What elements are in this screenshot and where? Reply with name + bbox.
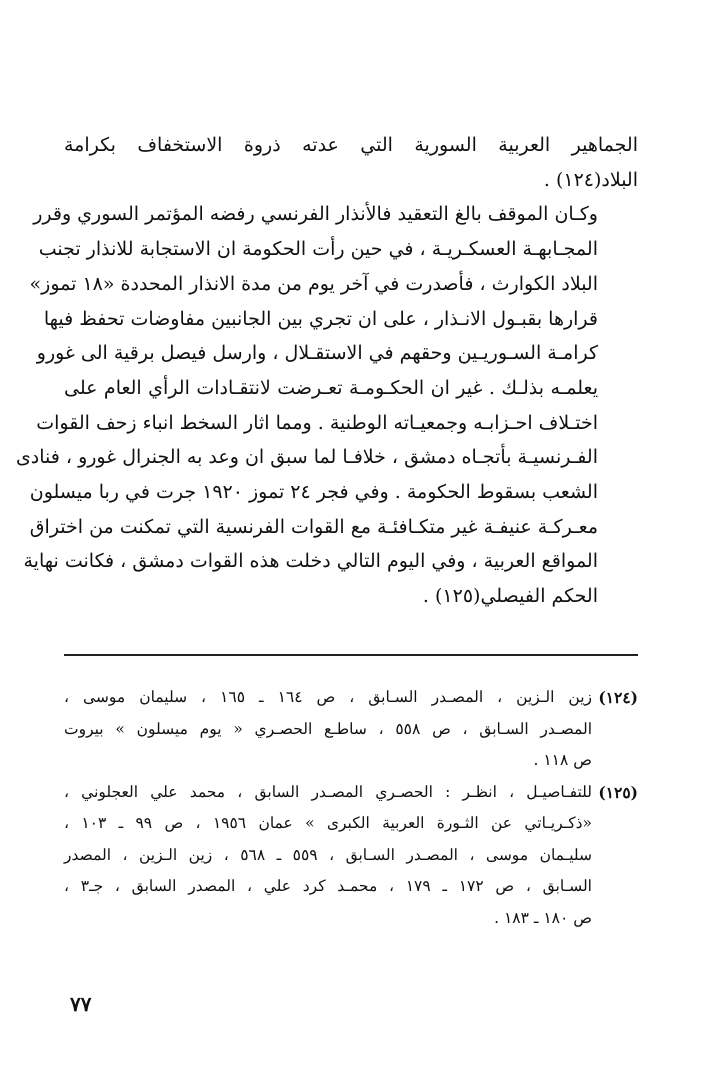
text-line: قرارها بقبـول الانـذار ، على ان تجري بين الجانبين مفاوضات تحفظ فيها: [43, 307, 598, 330]
text-line: الشعب بسقوط الحكومة . وفي فجر ٢٤ تموز ١٩٢٠ جرت في ربا ميسلون: [29, 481, 598, 504]
text-line: وكـان الموقف بالغ التعقيد فالأنذار الفرنسي رفضه المؤتمر السوري وقرر: [33, 203, 598, 226]
footnote-line: زين الـزين ، المصـدر السـابق ، ص ١٦٤ ـ ١٦٥ ، سليمان موسى ،: [64, 688, 592, 706]
page-number: ٧٧: [70, 992, 92, 1016]
text-line: البلاد(١٢٤) .: [543, 168, 638, 191]
text-line: المجـابهـة العسكـريـة ، في حين رأت الحكومة ان الاستجابة للانذار تجنب: [38, 238, 598, 261]
footnote-125: [64, 777, 638, 935]
text-line: معـركـة عنيفـة غير متكـافئـة مع القوات الفرنسية التي تمكنت من اختراق: [29, 515, 598, 538]
text-line: كرامـة السـوريـين وحقهم في الاستقـلال ، وارسل فيصل برقية الى غورو: [36, 342, 598, 365]
paragraph: [64, 128, 638, 197]
footnote-line: ص ١١٨ .: [533, 751, 592, 769]
footnote-line: المصـدر السـابق ، ص ٥٥٨ ، ساطـع الحصـري « يوم ميسلون » بيروت: [64, 719, 593, 738]
text-line: اختـلاف احـزابـه وجمعيـاته الوطنية . ومما اثار السخط انباء زحف القوات: [36, 411, 598, 434]
text-line: المواقع العربية ، وفي اليوم التالي دخلت هذه القوات دمشق ، فكانت نهاية: [23, 550, 598, 573]
footnotes: [64, 682, 638, 934]
footnote-124: [64, 682, 638, 777]
footnote-divider: [64, 654, 638, 656]
text-line: الفـرنسيـة بأتجـاه دمشق ، خلافـا لما سبق ان وعد به الجنرال غورو ، فنادى: [15, 446, 598, 469]
footnote-number: (١٢٤): [598, 688, 638, 707]
footnote-number: (١٢٥): [598, 782, 638, 802]
text-line: الحكم الفيصلي(١٢٥) .: [422, 585, 598, 608]
text-line: الجماهير العربية السورية التي عدته ذروة الاستخفاف بكرامة: [64, 134, 638, 156]
footnote-line: «ذكـريـاتي عن الثـورة العربية الكبرى » عمان ١٩٥٦ ، ص ٩٩ ـ ١٠٣ ،: [64, 814, 592, 832]
main-text: [15, 128, 638, 614]
footnote-line: السـابق ، ص ١٧٢ ـ ١٧٩ ، محمـد كرد علي ، المصدر السابق ، جـ٣ ،: [64, 877, 592, 895]
footnote-line: ص ١٨٠ ـ ١٨٣ .: [494, 908, 592, 927]
paragraph: [15, 197, 638, 613]
footnote-line: سليـمان موسى ، المصـدر السـابق ، ٥٥٩ ـ ٥٦٨ ، زين الـزين ، المصدر: [64, 845, 592, 864]
text-line: يعلمـه بذلـك . غير ان الحكـومـة تعـرضت لانتقـادات الرأي العام على: [64, 376, 598, 399]
footnote-line: للتفـاصيـل ، انظـر : الحصـري المصـدر السابق ، محمد علي العجلوني ،: [64, 782, 592, 801]
text-line: البلاد الكوارث ، فأصدرت في آخر يوم من مدة الانذار المحددة «١٨ تموز»: [29, 272, 598, 295]
